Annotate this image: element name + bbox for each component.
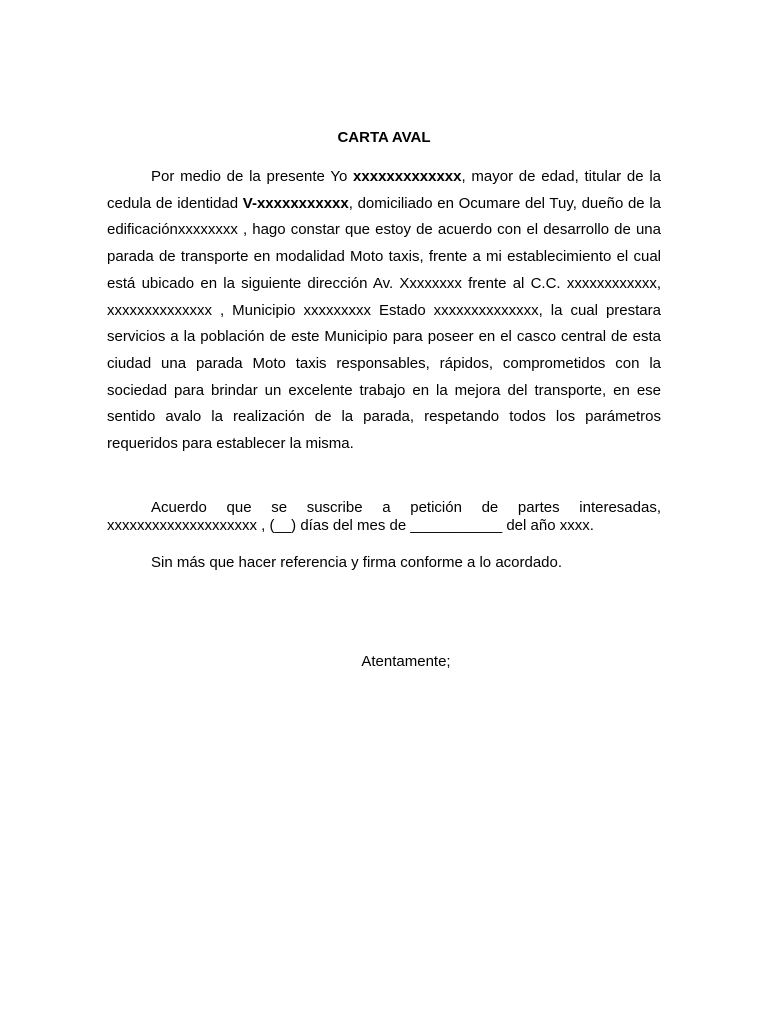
declaration-text-body: , domiciliado en Ocumare del Tuy, dueño de la edificaciónxxxxxxxx , hago constar que estoy de acuerdo con el desarrollo de una parada de transporte en modalidad Moto taxis, frente a mi establecimiento el cual está ubicado en la siguiente dirección Av. Xxxxxxxx frente al C.C. xxxxxxxxxxxx, xxxxxxxxxxxxxx , Municipio xxxxxxxxx Estado xxxxxxxxxxxxxx, la cual prestara servicios a la población de este Municipio para poseer en el casco central de esta ciudad una parada Moto taxis responsables, rápidos, comprometidos con la sociedad para brindar un excelente trabajo en la mejora del transporte, en ese sentido avalo la realización de la parada, respetando todos los parámetros requeridos para establecer la misma. <box>107 194 662 453</box>
closing-salutation: Atentamente; <box>361 653 451 670</box>
document-title: CARTA AVAL <box>337 129 431 146</box>
declaration-text-id-intro: , mayor de edad, titular de la cedula de identidad <box>107 168 662 212</box>
declarant-id-number: V-xxxxxxxxxxx <box>242 194 349 212</box>
declarant-name: xxxxxxxxxxxxx <box>353 168 462 185</box>
body-paragraph-reference: Sin más que hacer referencia y firma conforme a lo acordado. <box>151 554 563 571</box>
body-paragraph-declaration <box>107 164 661 458</box>
body-paragraph-agreement: Acuerdo que se suscribe a petición de partes interesadas, xxxxxxxxxxxxxxxxxxxx , (__) días del mes de ___________ del año xxxx. <box>107 499 661 534</box>
declaration-text-intro: Por medio de la presente Yo <box>151 168 354 185</box>
